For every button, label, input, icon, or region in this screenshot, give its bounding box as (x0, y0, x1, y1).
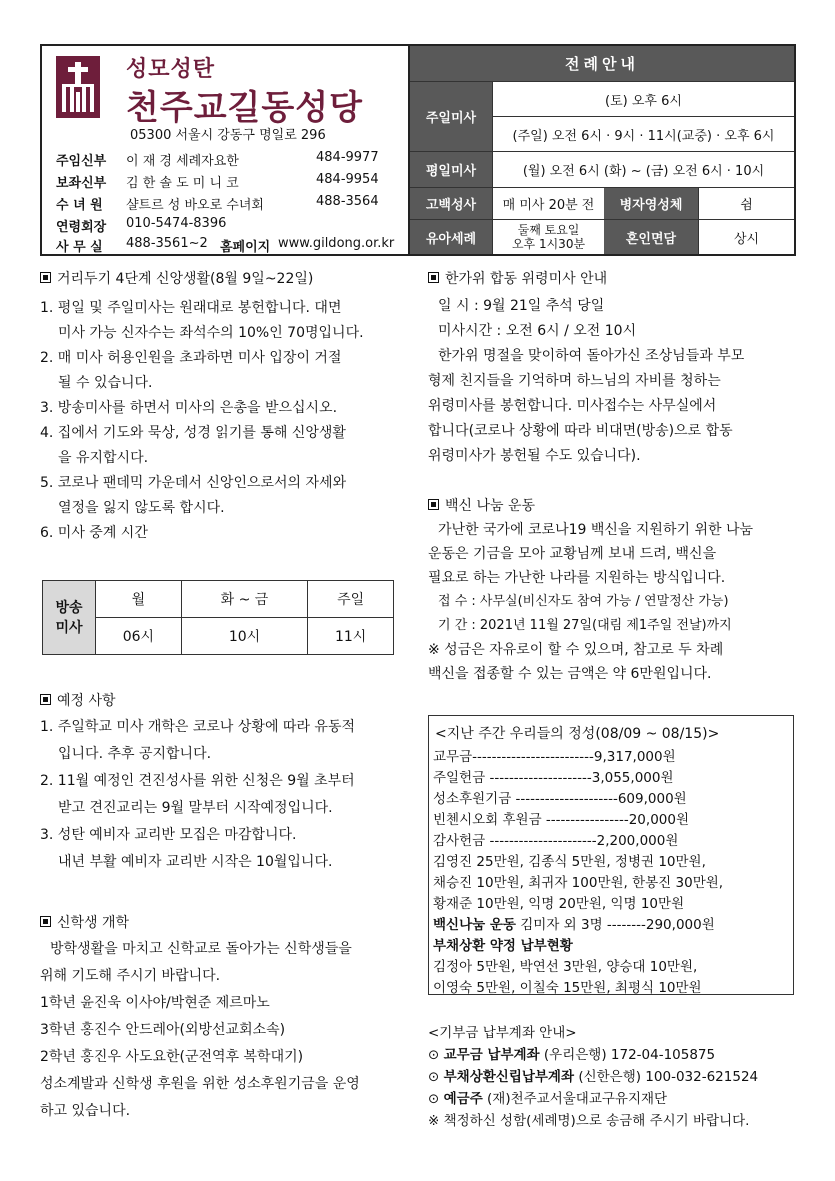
sick-visit-status: 쉼 (698, 188, 794, 220)
column-header: 월 (96, 581, 182, 618)
sunday-mass-sun: (주일) 오전 6시 · 9시 · 11시(교중) · 오후 6시 (492, 117, 794, 152)
account-line (428, 1044, 796, 1066)
offering-line: 채승진 10만원, 최귀자 100만원, 한봉진 30만원, (433, 875, 724, 891)
section-memorial-body (428, 294, 796, 469)
square-bullet-icon (428, 272, 439, 283)
account-label: 교무금 납부계좌 (443, 1047, 540, 1063)
section-title-text: 신학생 개학 (57, 915, 130, 931)
text-line: 3. 성탄 예비자 교리반 모집은 마감합니다. (40, 827, 297, 843)
text-line: 1학년 윤진욱 이사야/박현준 제르마노 (40, 995, 270, 1011)
confession-time: 매 미사 20분 전 (492, 188, 604, 220)
text-line: 형제 친지들을 기억하며 하느님의 자비를 청하는 (428, 373, 721, 389)
church-cross-icon (56, 56, 100, 118)
broadcast-label-line: 미사 (55, 619, 83, 636)
account-line (428, 1088, 796, 1110)
text-line: 한가위 명절을 맞이하여 돌아가신 조상님들과 부모 (438, 348, 745, 364)
parish-address: 05300 서울시 강동구 명일로 296 (130, 128, 326, 143)
section-distancing-body (40, 296, 400, 546)
section-memorial-title (428, 268, 796, 288)
account-holder: (재)천주교서울대교구유지재단 (482, 1091, 668, 1107)
text-line: 합니다(코로나 상황에 따라 비대면(방송)으로 합동 (428, 423, 733, 439)
infant-baptism-time (492, 220, 604, 254)
staff-role: 주임신부 (56, 154, 107, 169)
account-line (428, 1066, 796, 1088)
text-line: 열정을 잃지 않도록 합시다. (58, 500, 225, 516)
text-line: 을 유지합시다. (58, 450, 149, 466)
text-line: 2학년 홍진우 사도요한(군전역후 복학대기) (40, 1049, 304, 1065)
staff-name: 샬트르 성 바오로 수녀회 (126, 198, 264, 213)
offering-title: <지난 주간 우리들의 정성(08/09 ~ 08/15)> (435, 726, 720, 742)
text-line: 위령미사가 봉헌될 수도 있습니다). (428, 448, 641, 464)
text-line: 필요로 하는 가난한 나라를 지원하는 방식입니다. (428, 570, 726, 586)
donation-note: ※ 책정하신 성함(세례명)으로 송금해 주시기 바랍니다. (428, 1113, 750, 1129)
staff-phone: 484-9977 (316, 150, 379, 165)
text-line: 3. 방송미사를 하면서 미사의 은총을 받으십시오. (40, 400, 338, 416)
target-bullet-icon: ⊙ (428, 1091, 440, 1107)
infant-baptism-label: 유아세례 (410, 220, 492, 254)
section-schedule-body (40, 714, 400, 876)
wedding-status: 상시 (698, 220, 794, 254)
broadcast-label (43, 581, 96, 655)
baptism-day: 둘째 토요일 (517, 223, 580, 237)
offering-line: 교무금-------------------------9,317,000원 (433, 749, 676, 765)
text-line: 미사시간 : 오전 6시 / 오전 10시 (438, 323, 637, 339)
column-header: 주일 (308, 581, 394, 618)
text-line: 4. 집에서 기도와 묵상, 성경 읽기를 통해 신앙생활 (40, 425, 346, 441)
offering-line: 이영숙 5만원, 이칠숙 15만원, 최평식 10만원 (433, 980, 702, 996)
text-line: 방학생활을 마치고 신학교로 돌아가는 신학생들을 (50, 941, 352, 957)
section-schedule-title (40, 690, 400, 710)
debt-title: 부채상환 약정 납부현황 (433, 938, 573, 954)
section-seminarian-title (40, 912, 400, 932)
vaccine-offering-line (433, 915, 793, 936)
parish-logo (56, 56, 100, 118)
square-bullet-icon (428, 499, 439, 510)
staff-name: 이 재 경 세례자요한 (126, 154, 239, 169)
section-vaccine-title (428, 495, 796, 515)
sick-visit-label: 병자영성체 (604, 188, 698, 220)
offering-line: 빈첸시오회 후원금 -----------------20,000원 (433, 812, 690, 828)
text-line: 미사 가능 신자수는 좌석수의 10%인 70명입니다. (58, 325, 364, 341)
header-box (40, 44, 796, 256)
schedule-title: 전례안내 (410, 46, 794, 82)
feast-title: 성모성탄 (126, 57, 216, 82)
vaccine-amount: 김미자 외 3명 --------290,000원 (515, 917, 715, 933)
liturgy-schedule (410, 46, 794, 254)
text-line: 위해 기도해 주시기 바랍니다. (40, 968, 221, 984)
square-bullet-icon (40, 694, 51, 705)
table-cell: 10시 (181, 618, 308, 655)
sunday-mass-label: 주일미사 (410, 82, 492, 152)
text-line: 3학년 홍진수 안드레아(외방선교회소속) (40, 1022, 286, 1038)
target-bullet-icon: ⊙ (428, 1069, 440, 1085)
column-header: 화 ~ 금 (181, 581, 308, 618)
text-line: 성소계발과 신학생 후원을 위한 성소후원기금을 운영 (40, 1076, 360, 1092)
staff-name: 010-5474-8396 (126, 216, 227, 231)
vaccine-label: 백신나눔 운동 (433, 917, 516, 933)
text-line: 가난한 국가에 코로나19 백신을 지원하기 위한 나눔 (438, 522, 753, 538)
staff-name: 김 한 솔 도 미 니 코 (126, 176, 239, 191)
offering-line: 김영진 25만원, 김종식 5만원, 정병권 10만원, (433, 854, 706, 870)
donation-title: <기부금 납부계좌 안내> (428, 1025, 577, 1041)
section-vaccine-body (428, 518, 796, 686)
offering-line: 황재준 10만원, 익명 20만원, 익명 10만원 (433, 896, 685, 912)
text-line: 입니다. 추후 공지합니다. (58, 746, 212, 762)
text-line: 일 시 : 9월 21일 추석 당일 (438, 298, 605, 314)
text-line: 1. 주일학교 미사 개학은 코로나 상황에 따라 유동적 (40, 719, 355, 735)
parish-name: 천주교길동성당 (126, 88, 363, 128)
table-cell: 11시 (308, 618, 394, 655)
sunday-mass-sat: (토) 오후 6시 (492, 82, 794, 117)
broadcast-label-line: 방송 (55, 599, 83, 616)
offering-line: 감사헌금 ----------------------2,200,000원 (433, 833, 679, 849)
account-label: 예금주 (443, 1091, 483, 1107)
staff-role: 수 녀 원 (56, 198, 103, 213)
text-line: 될 수 있습니다. (58, 375, 153, 391)
text-line: 6. 미사 중계 시간 (40, 525, 148, 541)
text-line: 2. 11월 예정인 견진성사를 위한 신청은 9월 초부터 (40, 773, 355, 789)
section-title-text: 백신 나눔 운동 (445, 498, 536, 514)
text-line: ※ 성금은 자유로이 할 수 있으며, 참고로 두 차례 (428, 642, 724, 658)
offering-list (429, 747, 793, 999)
parish-info (42, 46, 410, 254)
baptism-hour: 오후 1시30분 (511, 237, 586, 251)
section-title-text: 한가위 합동 위령미사 안내 (445, 271, 608, 287)
text-line: 기 간 : 2021년 11월 27일(대림 제1주일 전날)까지 (438, 618, 732, 633)
text-line: 백신을 접종할 수 있는 금액은 약 6만원입니다. (428, 666, 712, 682)
account-number: (신한은행) 100-032-621524 (574, 1069, 759, 1085)
text-line: 내년 부활 예비자 교리반 시작은 10월입니다. (58, 854, 333, 870)
staff-phone: 484-9954 (316, 172, 379, 187)
section-title-text: 거리두기 4단계 신앙생활(8월 9일~22일) (57, 271, 314, 287)
homepage-label: 홈페이지 (220, 240, 271, 255)
wedding-label: 혼인면담 (604, 220, 698, 254)
offering-line: 성소후원기금 ---------------------609,000원 (433, 791, 687, 807)
homepage-link[interactable]: www.gildong.or.kr (278, 236, 395, 251)
staff-role: 보좌신부 (56, 176, 107, 191)
text-line: 접 수 : 사무실(비신자도 참여 가능 / 연말정산 가능) (438, 594, 729, 609)
section-distancing-title (40, 268, 400, 288)
staff-role: 연령회장 (56, 220, 107, 235)
staff-phone: 488-3564 (316, 194, 379, 209)
text-line: 2. 매 미사 허용인원을 초과하면 미사 입장이 거절 (40, 350, 342, 366)
table-cell: 06시 (96, 618, 182, 655)
square-bullet-icon (40, 272, 51, 283)
confession-label: 고백성사 (410, 188, 492, 220)
text-line: 5. 코로나 팬데믹 가운데서 신앙인으로서의 자세와 (40, 475, 347, 491)
text-line: 1. 평일 및 주일미사는 원래대로 봉헌합니다. 대면 (40, 300, 342, 316)
target-bullet-icon: ⊙ (428, 1047, 440, 1063)
account-number: (우리은행) 172-04-105875 (539, 1047, 716, 1063)
donation-accounts (428, 1022, 796, 1132)
weekday-mass-label: 평일미사 (410, 152, 492, 188)
offering-line: 김정아 5만원, 박연선 3만원, 양승대 10만원, (433, 959, 698, 975)
offering-line: 주일헌금 ---------------------3,055,000원 (433, 770, 674, 786)
weekday-mass-times: (월) 오전 6시 (화) ~ (금) 오전 6시 · 10시 (492, 152, 794, 188)
broadcast-mass-table (42, 580, 394, 655)
weekly-offering-box (428, 715, 794, 995)
account-label: 부채상환신립납부계좌 (443, 1069, 575, 1085)
square-bullet-icon (40, 916, 51, 927)
text-line: 하고 있습니다. (40, 1103, 131, 1119)
text-line: 받고 견진교리는 9월 말부터 시작예정입니다. (58, 800, 333, 816)
text-line: 운동은 기금을 모아 교황님께 보내 드려, 백신을 (428, 546, 717, 562)
text-line: 위령미사를 봉헌합니다. 미사접수는 사무실에서 (428, 398, 717, 414)
section-title-text: 예정 사항 (57, 693, 116, 709)
section-seminarian-body (40, 936, 400, 1125)
office-label: 사 무 실 (56, 240, 103, 255)
office-phone: 488-3561~2 (126, 236, 208, 251)
